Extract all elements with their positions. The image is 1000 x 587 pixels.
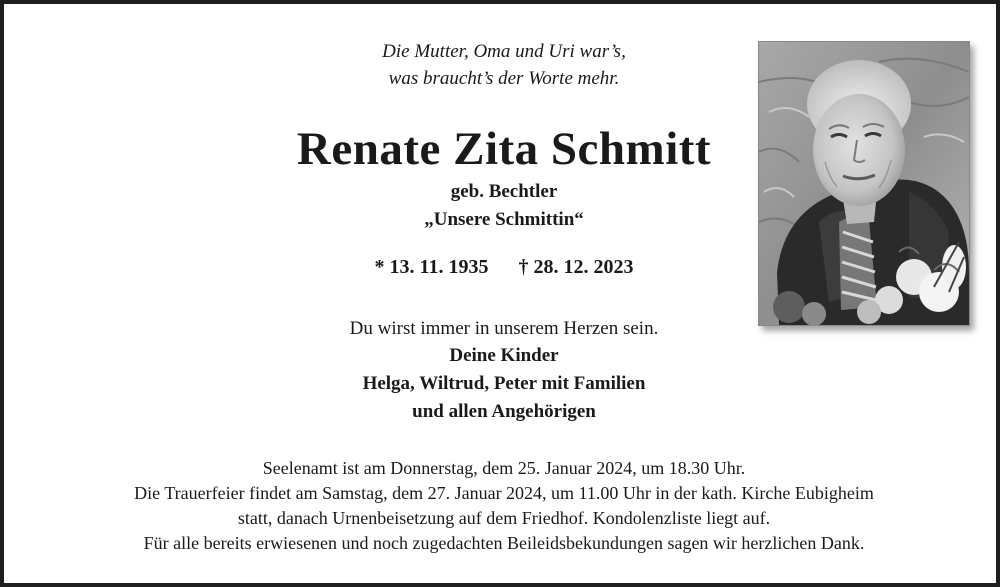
farewell-line: Du wirst immer in unserem Herzen sein. [349, 318, 659, 339]
birth-date: * 13. 11. 1935 [374, 256, 489, 278]
notice-line: Seelenamt ist am Donnerstag, dem 25. Januar 2024, um 18.30 Uhr. [262, 458, 746, 478]
portrait-photo [758, 41, 970, 326]
notice-line: Die Trauerfeier findet am Samstag, dem 27. Januar 2024, um 11.00 Uhr in der kath. Kirche Eubigheim [134, 483, 874, 503]
birth-name: geb. Bechtler [450, 181, 558, 202]
family-line: und allen Angehörigen [412, 401, 596, 422]
death-date: † 28. 12. 2023 [518, 256, 634, 278]
motto-line: was braucht’s der Worte mehr. [388, 68, 620, 89]
motto-line: Die Mutter, Oma und Uri war’s, [382, 41, 626, 62]
family-line: Helga, Wiltrud, Peter mit Familien [362, 373, 646, 394]
motto [234, 38, 774, 92]
deceased-name: Renate Zita Schmitt [296, 123, 712, 175]
life-dates [234, 253, 774, 281]
family-signature [234, 342, 774, 426]
service-notice [4, 456, 1000, 556]
notice-line: statt, danach Urnenbeisetzung auf dem Friedhof. Kondolenzliste liegt auf. [237, 508, 771, 528]
nickname: „Unsere Schmittin“ [424, 209, 584, 230]
notice-line: Für alle bereits erwiesenen und noch zugedachten Beileidsbekundungen sagen wir herzlichen Dank. [143, 533, 865, 553]
family-line: Deine Kinder [449, 345, 559, 366]
